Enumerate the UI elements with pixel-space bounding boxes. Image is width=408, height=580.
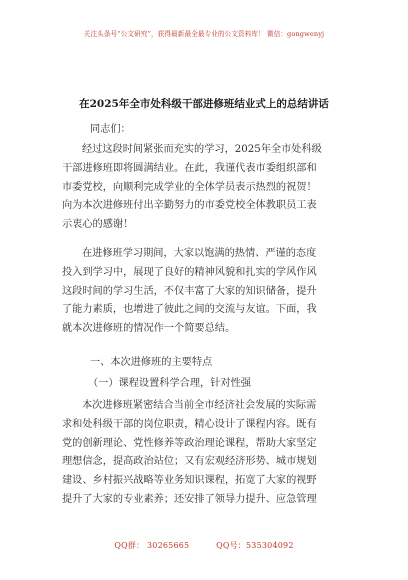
paragraph-line: 本次进修班紧密结合当前全市经济社会发展的实际需 bbox=[82, 400, 317, 411]
paragraph-line: 理想信念，提高政治站位；又有宏观经济形势、城市规划 bbox=[62, 456, 317, 468]
paragraph-line: 示衷心的感谢！ bbox=[62, 219, 134, 231]
footer-qq-group: QQ群： 30265665 bbox=[114, 541, 190, 550]
paragraph-line: 经过这段时间紧张而充实的学习，2025年全市处科级 bbox=[82, 144, 322, 155]
paragraph-line: 这段时间的学习生活，不仅丰富了大家的知识储备，提升 bbox=[62, 285, 317, 297]
paragraph-line: 投入到学习中，展现了良好的精神风貌和扎实的学风作风 bbox=[62, 266, 317, 278]
document-title: 在2025年全市处科级干部进修班结业式上的总结讲话 bbox=[79, 98, 329, 110]
paragraph-line: 了能力素质，也增进了彼此之间的交流与友谊。下面，我 bbox=[62, 304, 317, 316]
paragraph-line: 就本次进修班的情况作一个简要总结。 bbox=[62, 323, 236, 335]
paragraph-line: 向为本次进修班付出辛勤努力的市委党校全体教职员工表 bbox=[62, 200, 317, 212]
paragraph-1 bbox=[62, 141, 352, 235]
paragraph-line: 干部进修班即将圆满结业。在此，我谨代表市委组织部和 bbox=[62, 162, 317, 174]
salutation: 同志们： bbox=[90, 124, 131, 135]
paragraph-line: 求和处科级干部的岗位职责，精心设计了课程内容。既有 bbox=[62, 418, 317, 430]
paragraph-line: 市委党校，向顺利完成学业的全体学员表示热烈的祝贺！ bbox=[62, 181, 317, 193]
paragraph-2 bbox=[62, 245, 352, 339]
paragraph-line: 提升了大家的专业素养；还安排了领导力提升、应急管理 bbox=[62, 493, 317, 505]
paragraph-line: 党的创新理论、党性修养等政治理论课程，帮助大家坚定 bbox=[62, 437, 317, 449]
paragraph-3 bbox=[62, 397, 352, 510]
section-heading-1: 一、本次进修班的主要特点 bbox=[90, 357, 213, 368]
header-promo-note: 关注头条号“公文研究”，获得最新最全最专业的公文资料库！ 微信：gongwenyj bbox=[83, 30, 325, 38]
paragraph-line: 建设、乡村振兴战略等业务知识课程，拓宽了大家的视野 bbox=[62, 475, 317, 487]
subsection-heading-1: （一）课程设置科学合理，针对性强 bbox=[88, 378, 251, 389]
paragraph-line: 在进修班学习期间，大家以饱满的热情、严谨的态度 bbox=[82, 248, 317, 259]
footer-contact bbox=[0, 540, 408, 551]
footer-qq-number: QQ号：535304092 bbox=[216, 541, 294, 550]
